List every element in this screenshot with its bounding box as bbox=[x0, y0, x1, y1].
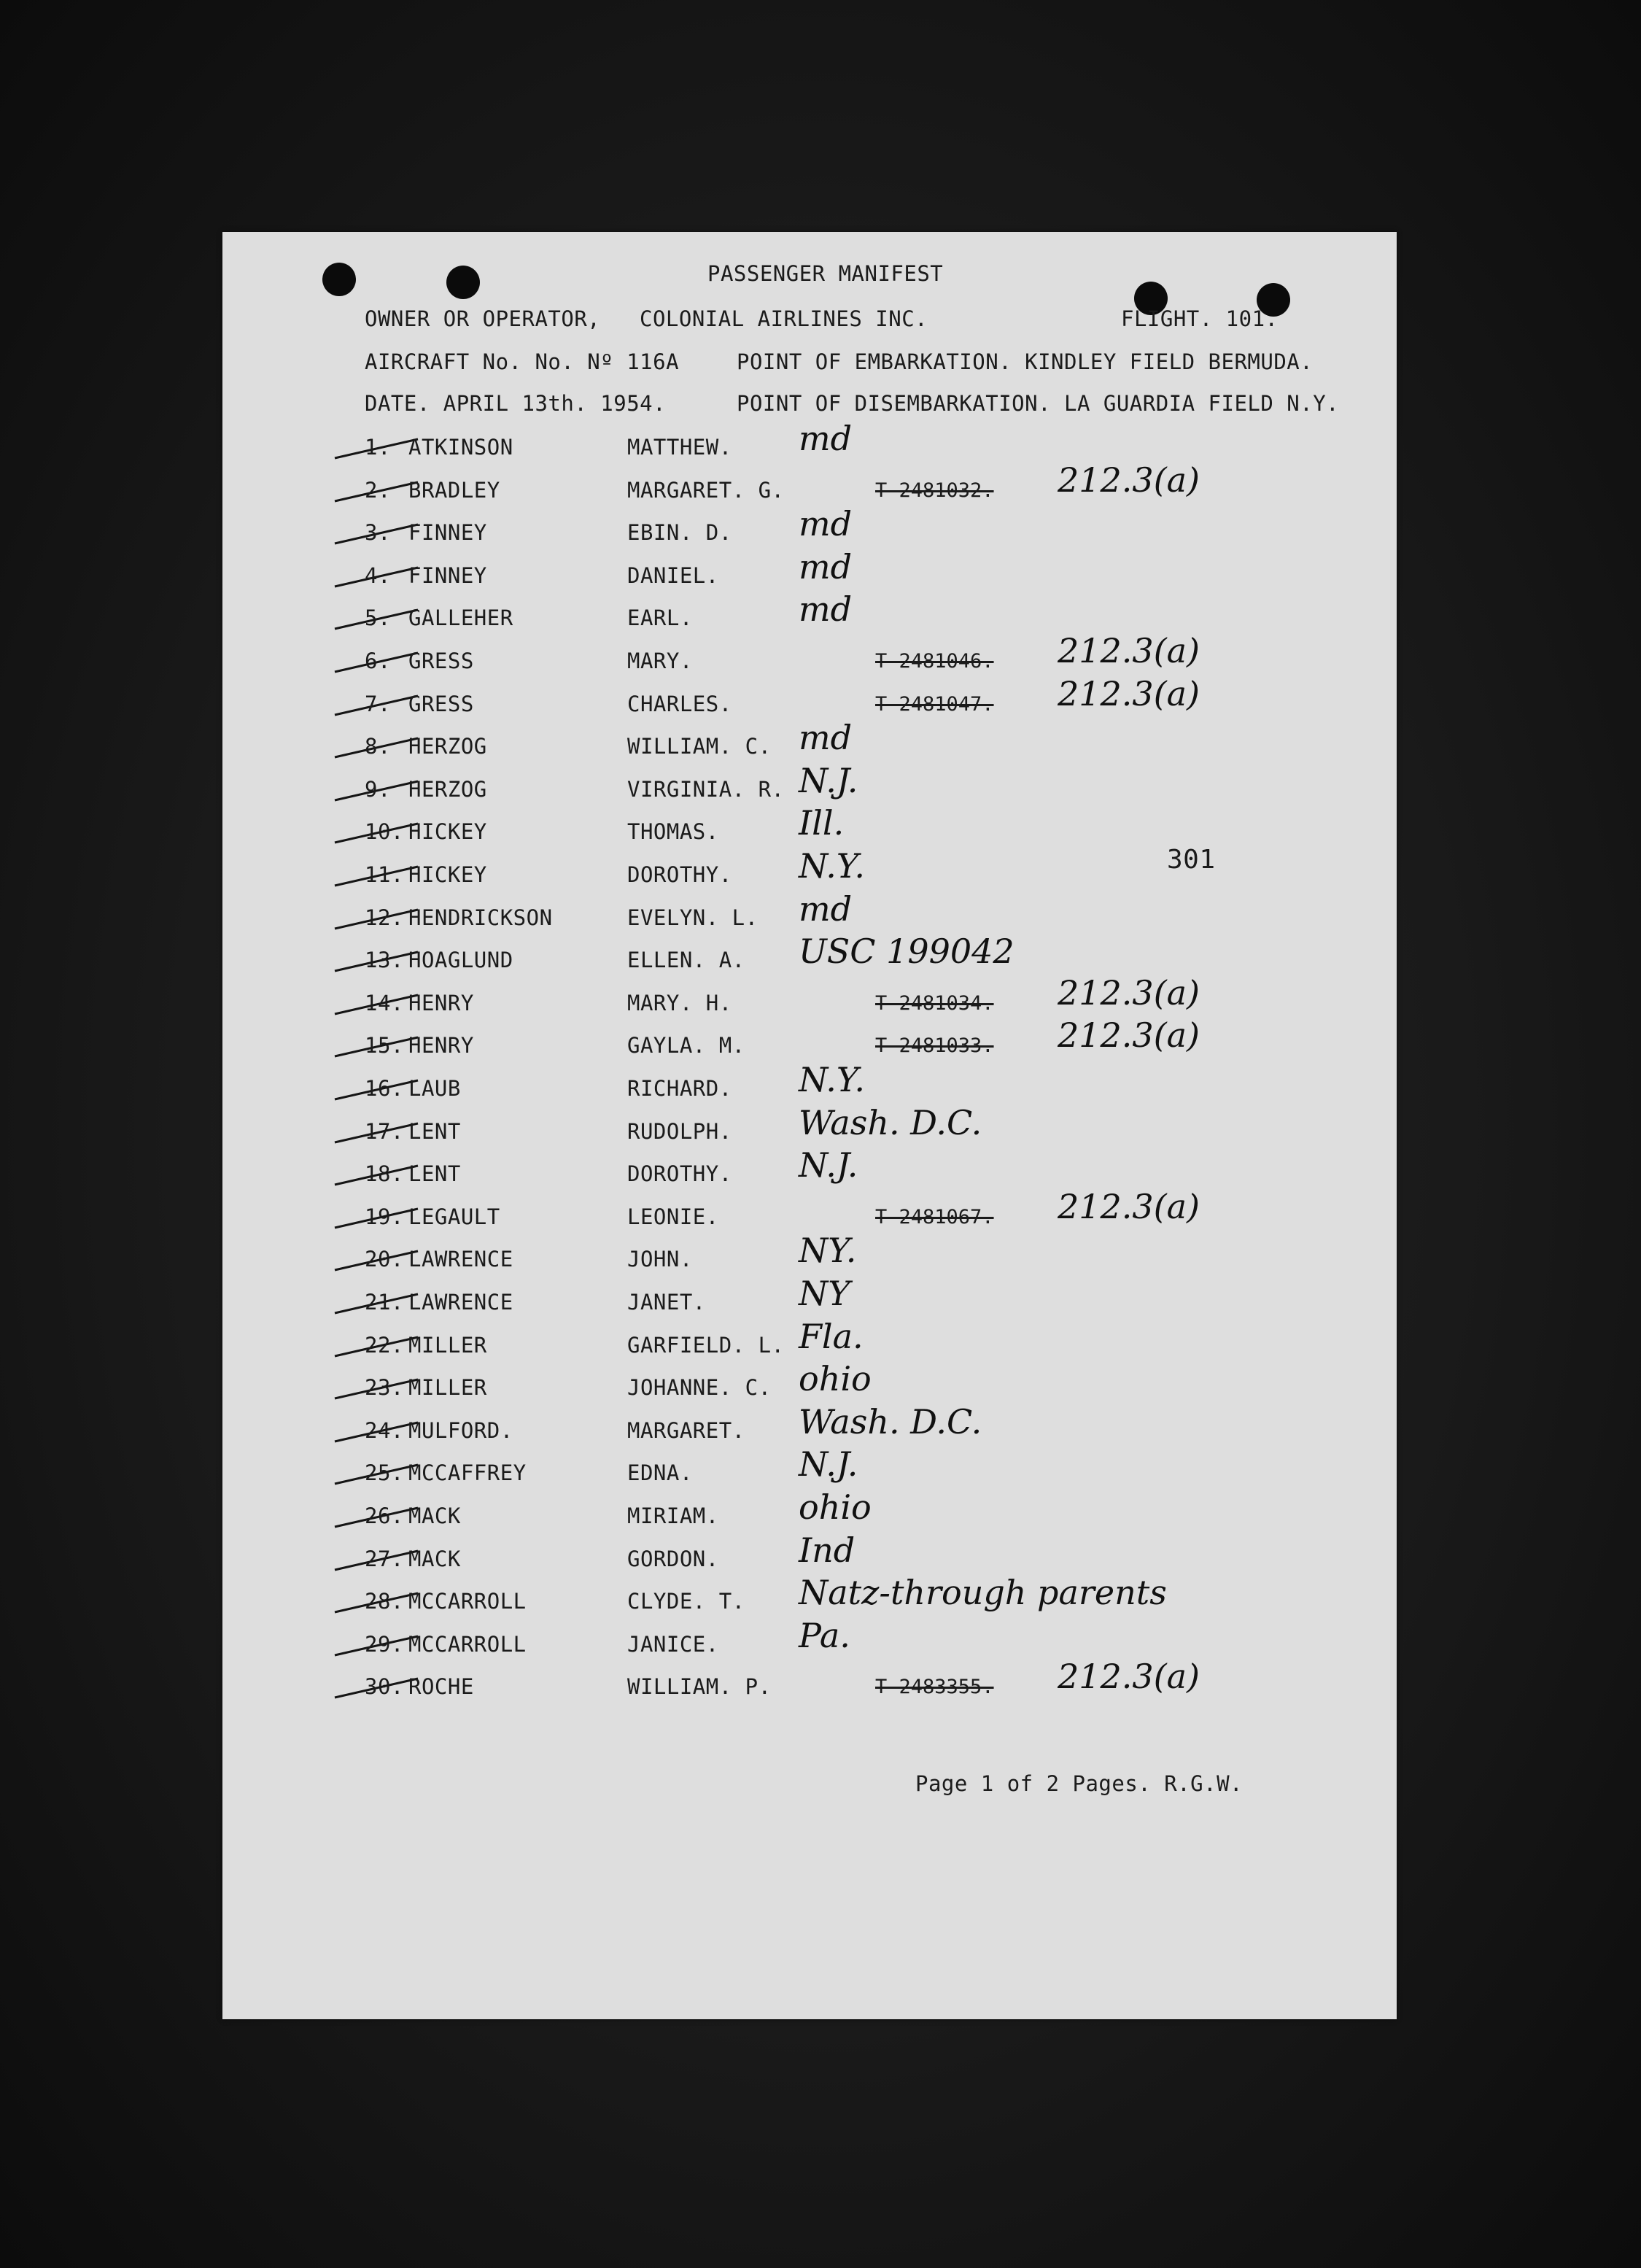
owner-value: COLONIAL AIRLINES INC. bbox=[640, 306, 928, 331]
row-number: 27. bbox=[365, 1546, 404, 1571]
passenger-row bbox=[222, 631, 1397, 691]
passenger-row bbox=[222, 1145, 1397, 1204]
given-name: DOROTHY. bbox=[627, 1161, 732, 1187]
surname: HERZOG bbox=[408, 734, 487, 759]
handwritten-note: N.Y. bbox=[799, 846, 865, 886]
handwritten-code: 212.3(a) bbox=[1058, 460, 1200, 500]
row-number: 3. bbox=[365, 520, 391, 546]
row-number: 22. bbox=[365, 1332, 404, 1358]
row-number: 4. bbox=[365, 562, 391, 588]
struck-out-number: T-2481033. bbox=[875, 1034, 994, 1058]
struck-out-number: T-2481047. bbox=[875, 692, 994, 716]
aircraft-number: AIRCRAFT No. No. Nº 116A bbox=[365, 349, 680, 374]
manifest-page bbox=[222, 232, 1397, 2019]
row-number: 30. bbox=[365, 1674, 404, 1700]
surname: GRESS bbox=[408, 691, 474, 716]
surname: LAUB bbox=[408, 1076, 461, 1101]
row-number: 24. bbox=[365, 1417, 404, 1443]
handwritten-note: md bbox=[799, 419, 853, 458]
row-number: 20. bbox=[365, 1247, 404, 1272]
passenger-row bbox=[222, 1657, 1397, 1717]
handwritten-note: ohio bbox=[799, 1359, 872, 1399]
surname: MILLER bbox=[408, 1332, 487, 1358]
row-number: 15. bbox=[365, 1033, 404, 1058]
surname: FINNEY bbox=[408, 562, 487, 588]
owner-label: OWNER OR OPERATOR, bbox=[365, 306, 601, 331]
handwritten-note: Wash. D.C. bbox=[799, 1401, 982, 1441]
given-name: MIRIAM. bbox=[627, 1503, 719, 1528]
row-number: 5. bbox=[365, 605, 391, 631]
struck-out-number: T-2481032. bbox=[875, 479, 994, 502]
stamp-number: 301 bbox=[1167, 845, 1216, 875]
surname: HENDRICKSON bbox=[408, 905, 553, 930]
passenger-row bbox=[222, 589, 1397, 648]
handwritten-code: 212.3(a) bbox=[1058, 673, 1200, 713]
handwritten-code: 212.3(a) bbox=[1058, 972, 1200, 1013]
handwritten-note: md bbox=[799, 504, 853, 544]
surname: HENRY bbox=[408, 990, 474, 1015]
surname: MACK bbox=[408, 1546, 461, 1571]
given-name: MATTHEW. bbox=[627, 435, 732, 460]
point-of-embarkation: POINT OF EMBARKATION. KINDLEY FIELD BERMUDA. bbox=[737, 349, 1314, 374]
handwritten-note: USC 199042 bbox=[799, 932, 1015, 972]
handwritten-note: N.Y. bbox=[799, 1060, 865, 1099]
row-number: 7. bbox=[365, 691, 391, 716]
given-name: WILLIAM. P. bbox=[627, 1674, 772, 1700]
surname: GALLEHER bbox=[408, 605, 513, 631]
surname: MCCAFFREY bbox=[408, 1460, 527, 1486]
handwritten-note: ohio bbox=[799, 1487, 872, 1527]
struck-out-number: T-2481046. bbox=[875, 650, 994, 673]
given-name: RUDOLPH. bbox=[627, 1118, 732, 1144]
handwritten-note: Ind bbox=[799, 1530, 856, 1570]
handwritten-note: N.J. bbox=[799, 1444, 858, 1485]
handwritten-note: md bbox=[799, 718, 853, 758]
given-name: ELLEN. A. bbox=[627, 948, 745, 973]
passenger-row bbox=[222, 1615, 1397, 1674]
given-name: VIRGINIA. R. bbox=[627, 776, 785, 802]
given-name: JOHN. bbox=[627, 1247, 693, 1272]
passenger-row bbox=[222, 419, 1397, 477]
row-number: 26. bbox=[365, 1503, 404, 1528]
row-number: 2. bbox=[365, 477, 391, 503]
surname: LAWRENCE bbox=[408, 1247, 513, 1272]
flight-date: DATE. APRIL 13th. 1954. bbox=[365, 391, 667, 416]
surname: LAWRENCE bbox=[408, 1290, 513, 1315]
row-number: 19. bbox=[365, 1204, 404, 1229]
row-number: 13. bbox=[365, 948, 404, 973]
handwritten-code: 212.3(a) bbox=[1058, 1186, 1200, 1226]
passenger-row bbox=[222, 932, 1397, 990]
row-number: 12. bbox=[365, 905, 404, 930]
row-number: 9. bbox=[365, 776, 391, 802]
row-number: 6. bbox=[365, 649, 391, 673]
flight-number: FLIGHT. 101. bbox=[1121, 306, 1279, 331]
handwritten-code: 212.3(a) bbox=[1058, 1015, 1200, 1056]
handwritten-note: N.J. bbox=[799, 1145, 858, 1185]
given-name: EBIN. D. bbox=[627, 520, 732, 546]
page-footer: Page 1 of 2 Pages. R.G.W. bbox=[915, 1771, 1243, 1796]
given-name: THOMAS. bbox=[627, 819, 719, 845]
given-name: CHARLES. bbox=[627, 691, 732, 716]
struck-out-number: T-2483355. bbox=[875, 1676, 994, 1699]
surname: HENRY bbox=[408, 1033, 474, 1058]
surname: BRADLEY bbox=[408, 477, 500, 503]
surname: MACK bbox=[408, 1503, 461, 1528]
row-number: 8. bbox=[365, 734, 391, 759]
given-name: MARY. bbox=[627, 649, 693, 673]
surname: HICKEY bbox=[408, 819, 487, 845]
row-number: 17. bbox=[365, 1118, 404, 1144]
handwritten-note: md bbox=[799, 546, 853, 587]
punch-hole bbox=[446, 266, 480, 299]
handwritten-note: Wash. D.C. bbox=[799, 1102, 982, 1142]
row-number: 11. bbox=[365, 862, 404, 887]
given-name: WILLIAM. C. bbox=[627, 734, 772, 759]
given-name: LEONIE. bbox=[627, 1204, 719, 1229]
handwritten-note: Pa. bbox=[799, 1615, 850, 1655]
handwritten-note: md bbox=[799, 889, 853, 929]
given-name: EVELYN. L. bbox=[627, 905, 759, 930]
given-name: JANET. bbox=[627, 1290, 706, 1315]
given-name: MARGARET. G. bbox=[627, 477, 785, 503]
row-number: 29. bbox=[365, 1631, 404, 1657]
surname: MULFORD. bbox=[408, 1417, 513, 1443]
handwritten-note: N.J. bbox=[799, 760, 858, 800]
given-name: GARFIELD. L. bbox=[627, 1332, 785, 1358]
given-name: GAYLA. M. bbox=[627, 1033, 745, 1058]
row-number: 10. bbox=[365, 819, 404, 845]
given-name: DOROTHY. bbox=[627, 862, 732, 887]
handwritten-note: NY. bbox=[799, 1231, 857, 1271]
surname: FINNEY bbox=[408, 520, 487, 546]
handwritten-code: 212.3(a) bbox=[1058, 1657, 1200, 1697]
surname: GRESS bbox=[408, 649, 474, 673]
surname: MCCARROLL bbox=[408, 1589, 527, 1614]
surname: LENT bbox=[408, 1118, 461, 1144]
handwritten-note: NY bbox=[799, 1274, 850, 1313]
row-number: 16. bbox=[365, 1076, 404, 1101]
given-name: RICHARD. bbox=[627, 1076, 732, 1101]
row-number: 25. bbox=[365, 1460, 404, 1486]
row-number: 21. bbox=[365, 1290, 404, 1315]
row-number: 28. bbox=[365, 1589, 404, 1614]
given-name: DANIEL. bbox=[627, 562, 719, 588]
handwritten-note: Ill. bbox=[799, 803, 845, 843]
row-number: 14. bbox=[365, 990, 404, 1015]
given-name: MARGARET. bbox=[627, 1417, 745, 1443]
given-name: GORDON. bbox=[627, 1546, 719, 1571]
given-name: JANICE. bbox=[627, 1631, 719, 1657]
given-name: CLYDE. T. bbox=[627, 1589, 745, 1614]
surname: LENT bbox=[408, 1161, 461, 1187]
passenger-row bbox=[222, 972, 1397, 1033]
handwritten-code: 212.3(a) bbox=[1058, 631, 1200, 670]
row-number: 1. bbox=[365, 435, 391, 460]
given-name: EARL. bbox=[627, 605, 693, 631]
punch-hole bbox=[322, 263, 356, 296]
row-number: 23. bbox=[365, 1375, 404, 1401]
surname: LEGAULT bbox=[408, 1204, 500, 1229]
row-number: 18. bbox=[365, 1161, 404, 1187]
surname: MCCARROLL bbox=[408, 1631, 527, 1657]
point-of-disembarkation: POINT OF DISEMBARKATION. LA GUARDIA FIELD N.Y. bbox=[737, 391, 1340, 416]
given-name: JOHANNE. C. bbox=[627, 1375, 772, 1401]
handwritten-note: Fla. bbox=[799, 1316, 864, 1356]
handwritten-note: Natz-through parents bbox=[799, 1573, 1167, 1613]
surname: ROCHE bbox=[408, 1674, 474, 1700]
surname: HICKEY bbox=[408, 862, 487, 887]
surname: HERZOG bbox=[408, 776, 487, 802]
struck-out-number: T-2481067. bbox=[875, 1205, 994, 1228]
given-name: MARY. H. bbox=[627, 990, 732, 1015]
handwritten-note: md bbox=[799, 589, 853, 630]
given-name: EDNA. bbox=[627, 1460, 693, 1486]
manifest-title: PASSENGER MANIFEST bbox=[707, 261, 944, 286]
surname: ATKINSON bbox=[408, 435, 513, 460]
struck-out-number: T-2481034. bbox=[875, 991, 994, 1015]
surname: MILLER bbox=[408, 1375, 487, 1401]
surname: HOAGLUND bbox=[408, 948, 513, 973]
